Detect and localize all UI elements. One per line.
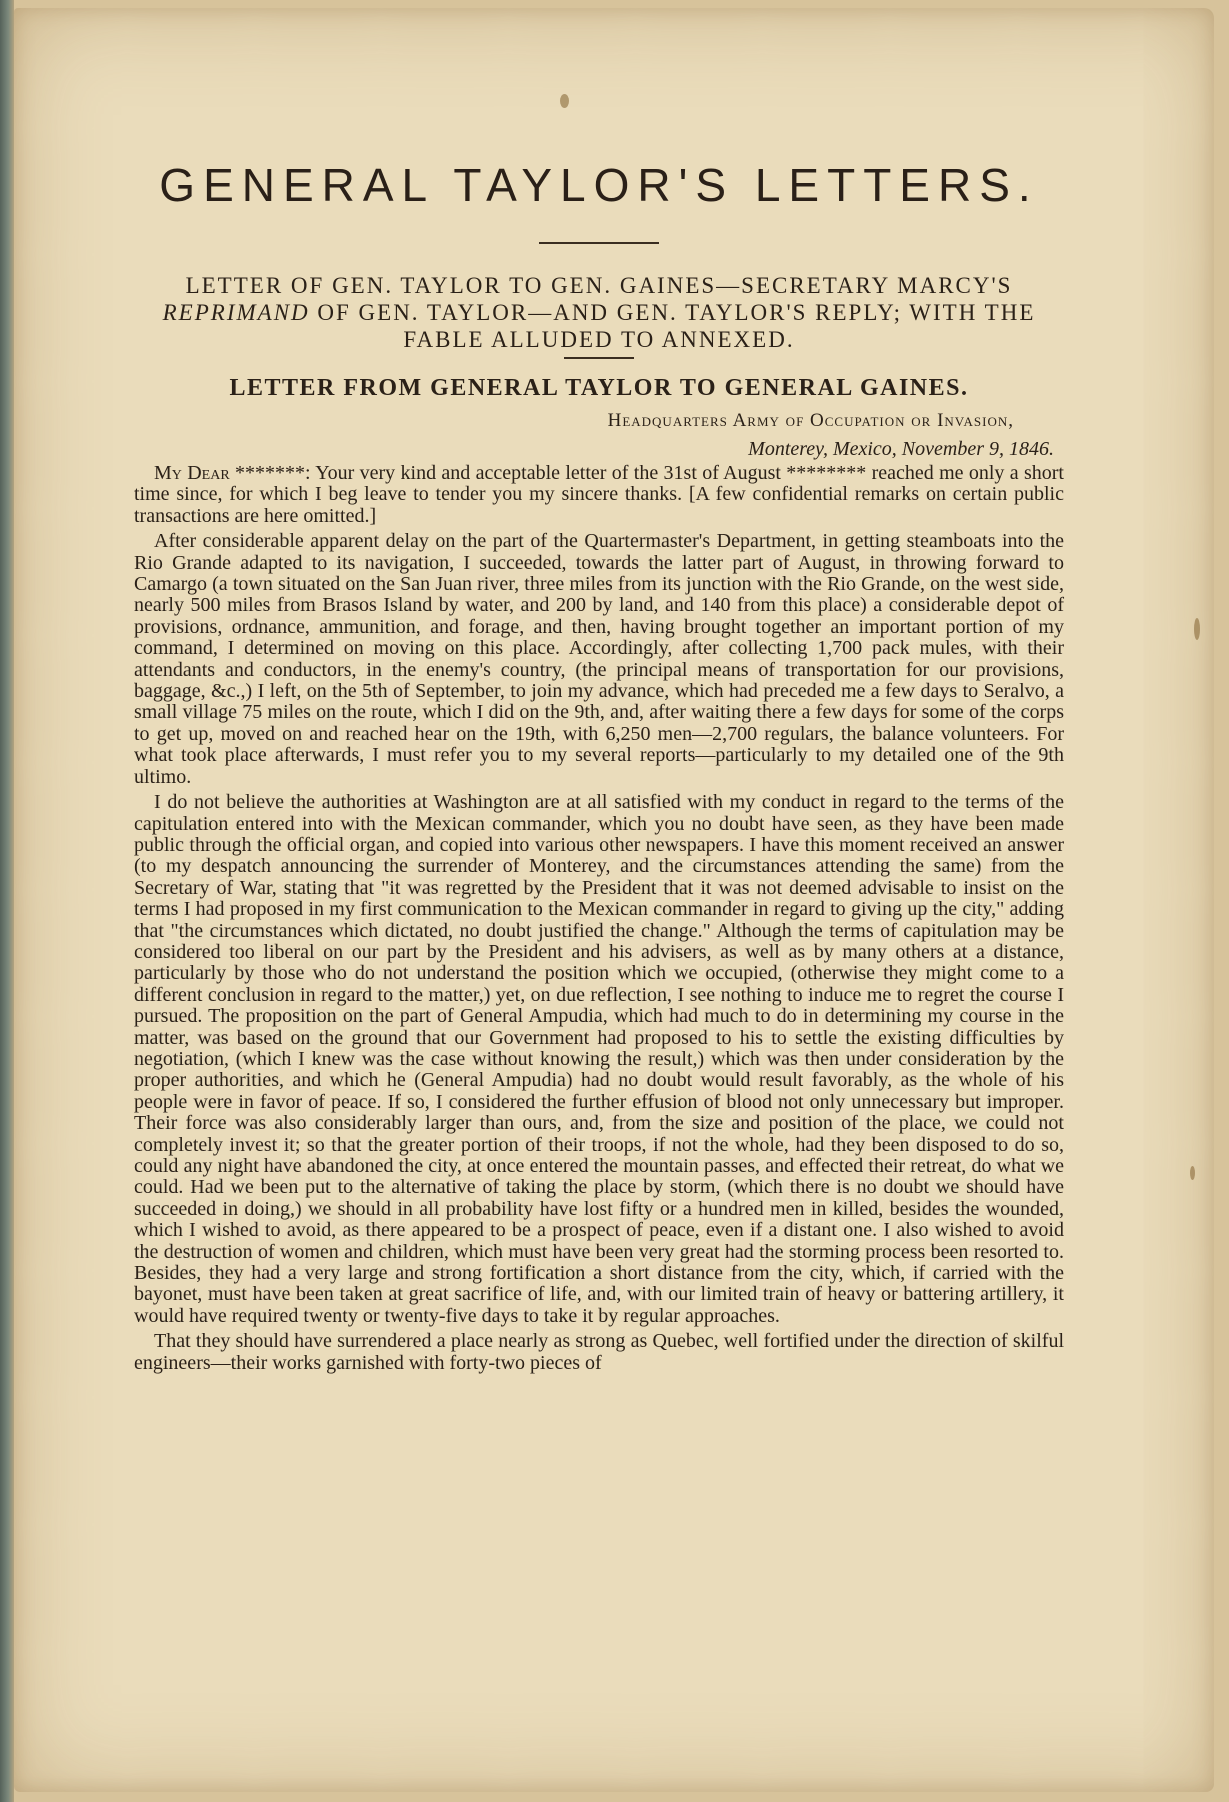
subtitle — [154, 272, 1044, 353]
letter-heading: LETTER FROM GENERAL TAYLOR TO GENERAL GAINES. — [229, 375, 969, 401]
document-page — [14, 8, 1214, 1792]
subtitle-part1: LETTER OF GEN. TAYLOR TO GEN. GAINES—SECRETARY MARCY'S — [185, 273, 1013, 298]
paragraph-3: I do not believe the authorities at Washington are at all satisfied with my conduct in regard to the terms of the capitulation entered into with the Mexican commander, which you no doubt have seen, as they have been made public through the official organ, and copied into various other newspapers. I have this moment received an answer (to my despatch announcing the surrender of Monterey, and the circumstances attending the same) from the Secretary of War, stating that "it was regretted by the President that it was not deemed advisable to insist on the terms I had proposed in my first communication to the Mexican commander in regard to giving up the city," adding that "the circumstances which dictated, no doubt justified the change." Although the terms of capitulation may be considered too liberal on our part by the President and his advisers, as well as by many others at a distance, particularly by those who do not understand the position which we occupied, (otherwise they might come to a different conclusion in regard to the matter,) yet, on due reflection, I see nothing to induce me to regret the course I pursued. The proposition on the part of General Ampudia, which had much to do in determining my course in the matter, was based on the ground that our Government had proposed to his to settle the existing difficulties by negotiation, (which I knew was the case without knowing the result,) which was then under consideration by the proper authorities, and which he (General Ampudia) had no doubt would result favorably, as the whole of his people were in favor of peace. If so, I considered the further effusion of blood not only unnecessary but improper. Their force was also considerably larger than ours, and, from the size and position of the place, we could not completely invest it; so that the greater portion of their troops, if not the whole, had they been disposed to do so, could any night have abandoned the city, at once entered the mountain passes, and effected their retreat, do what we could. Had we been put to the alternative of taking the place by storm, (which there is no doubt we should have succeeded in doing,) we should in all probability have lost fifty or a hundred men in killed, besides the wounded, which I wished to avoid, as there appeared to be a prospect of peace, even if a distant one. I also wished to avoid the destruction of women and children, which must have been very great had the storming process been resorted to. Besides, they had a very large and strong fortification a short distance from the city, which, if carried with the bayonet, must have been taken at great sacrifice of life, and, with our limited train of heavy or battering artillery, it would have required twenty or twenty-five days to take it by regular approaches. — [134, 791, 1064, 1327]
headquarters-line: Headquarters Army of Occupation or Invasion, — [607, 410, 1014, 431]
title-rule — [539, 242, 659, 244]
main-title: GENERAL TAYLOR'S LETTERS. — [159, 159, 1039, 211]
document-content — [134, 8, 1064, 1374]
paragraph-4: That they should have surrendered a place nearly as strong as Quebec, well fortified under the direction of skilful engineers—their works garnished with forty-two pieces of — [134, 1330, 1064, 1374]
paper-blemish — [1194, 618, 1200, 640]
book-binding-edge — [0, 0, 14, 1802]
subtitle-part2: OF GEN. TAYLOR—AND GEN. TAYLOR'S REPLY; WITH THE FABLE ALLUDED TO ANNEXED. — [317, 300, 1036, 352]
subtitle-rule — [564, 357, 634, 359]
paragraph-1-text: Your very kind and acceptable letter of the 31st of August ******** reached me only a short time since, for which I beg leave to tender you my sincere thanks. [A few confidential remarks on certain public transactions are here omitted.] — [134, 462, 1064, 527]
dateline: Monterey, Mexico, November 9, 1846. — [748, 438, 1054, 460]
subtitle-emphasis: REPRIMAND — [162, 300, 310, 325]
paragraph-2: After considerable apparent delay on the part of the Quartermaster's Department, in getting steamboats into the Rio Grande adapted to its navigation, I succeeded, towards the latter part of August, in throwing forward to Camargo (a town situated on the San Juan river, three miles from its junction with the Rio Grande, on the west side, nearly 500 miles from Brasos Island by water, and 200 by land, and 140 from this place) a considerable depot of provisions, ordnance, ammunition, and forage, and then, having brought together an important portion of my command, I determined on moving on this place. Accordingly, after collecting 1,700 pack mules, with their attendants and conductors, in the enemy's country, (the principal means of transportation for our provisions, baggage, &c.,) I left, on the 5th of September, to join my advance, which had preceded me a few days to Seralvo, a small village 75 miles on the route, which I did on the 9th, and, after waiting there a few days for some of the corps to get up, moved on and reached hear on the 19th, with 6,250 men—2,700 regulars, the balance volunteers. For what took place afterwards, I must refer you to my several reports—particularly to my detailed one of the 9th ultimo. — [134, 530, 1064, 788]
salutation: My Dear *******: — [154, 462, 311, 484]
letter-body — [134, 463, 1064, 1374]
paper-blemish — [1190, 1166, 1195, 1180]
paragraph-1 — [134, 463, 1064, 527]
